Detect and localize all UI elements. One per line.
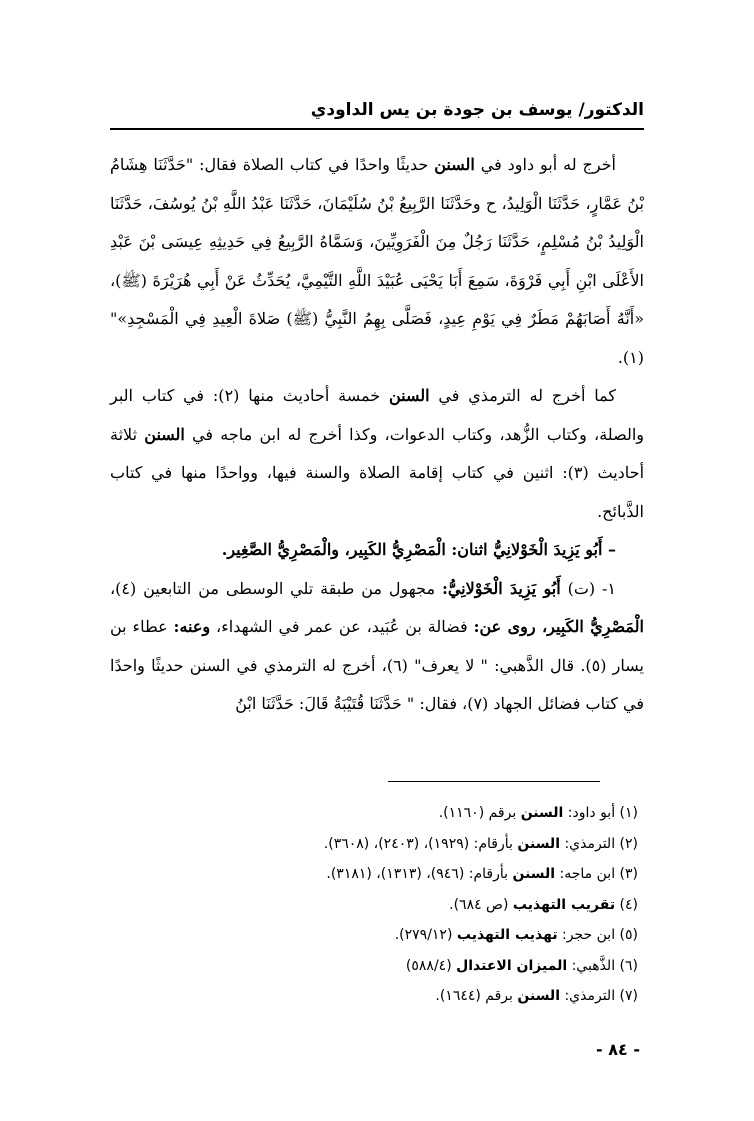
section-heading: – أَبُو يَزِيدَ الْخَوْلانِيُّ اثنان: الْمَصْرِيُّ الكَبِير، والْمَصْرِيُّ الصَّغِير. [221,540,616,559]
paragraph-abu-dawud: أخرج له أبو داود في السنن حديثًا واحدًا في كتاب الصلاة فقال: "حَدَّثَنَا هِشَامُ بْنُ عَمَّارٍ، حَدَّثَنَا الْوَلِيدُ، ح وحَدَّثَنَا الرَّبِيعُ بْنُ سُلَيْمَانَ، حَدَّثَنَا عَبْدُ اللَّهِ بْنُ يُوسُفَ، حَدَّثَنَا الْوَلِيدُ بْنُ مُسْلِمٍ، حَدَّثَنَا رَجُلٌ مِنَ الْفَرَوِيِّينَ، وَسَمَّاهُ الرَّبِيعُ فِي حَدِيثِهِ عِيسَى بْنَ عَبْدِ الأَعْلَى ابْنِ أَبِي فَرْوَةَ، سَمِعَ أَبَا يَحْيَى عُبَيْدَ اللَّهِ التَّيْمِيَّ، يُحَدِّثُ عَنْ أَبِي هُرَيْرَةَ (ﷺ)، «أَنَّهُ أَصَابَهُمْ مَطَرٌ فِي يَوْمِ عِيدٍ، فَصَلَّى بِهِمُ النَّبِيُّ (ﷺ) صَلاةَ الْعِيدِ فِي الْمَسْجِدِ»" (١). [110,155,644,367]
footnote-5: (٥) ابن حجر: تهذيب التهذيب (٢٧٩/١٢). [394,927,638,943]
header-author: الدكتور/ يوسف بن جودة بن يس الداودي [310,100,644,120]
footnote-separator [388,781,600,782]
running-header [110,100,644,126]
page-number: - ٨٤ - [596,1040,640,1059]
main-text [110,146,644,724]
paragraph-entry-1: ١- (ت) أَبُو يَزِيدَ الْخَوْلانِيُّ: مجهول من طبقة تلي الوسطى من التابعين (٤)، الْمَصْرِيُّ الكَبِير، روى عن: فضالة بن عُبَيد، عن عمر في الشهداء، وعنه: عطاء بن يسار (٥). قال الذَّهبي: " لا يعرف" (٦)، أخرج له الترمذي في السنن حديثًا واحدًا في كتاب فضائل الجهاد (٧)، فقال: " حَدَّثَنَا قُتَيْبَةُ قَالَ: حَدَّثَنَا ابْنُ [110,578,645,713]
footnote-4: (٤) تقريب التهذيب (ص ٦٨٤). [449,896,638,913]
footnote-6: (٦) الذَّهبي: الميزان الاعتدال (٥٨٨/٤) [405,957,638,974]
header-rule [110,128,644,130]
footnote-7: (٧) الترمذي: السنن برقم (١٦٤٤). [435,988,638,1004]
footnotes [110,798,644,1012]
footnote-1: (١) أبو داود: السنن برقم (١١٦٠). [438,805,638,821]
footnote-3: (٣) ابن ماجه: السنن بأرقام: (٩٤٦)، (١٣١٣)، (٣١٨١). [326,866,638,882]
paragraph-tirmidhi: كما أخرج له الترمذي في السنن خمسة أحاديث منها (٢): في كتاب البر والصلة، وكتاب الزُّهد، وكتاب الدعوات، وكذا أخرج له ابن ماجه في السنن ثلاثة أحاديث (٣): اثنين في كتاب إقامة الصلاة والسنة فيها، وواحدًا منها في كتاب الذَّبائح. [110,386,645,521]
footnote-2: (٢) الترمذي: السنن بأرقام: (١٩٢٩)، (٢٤٠٣)، (٣٦٠٨). [323,835,638,852]
